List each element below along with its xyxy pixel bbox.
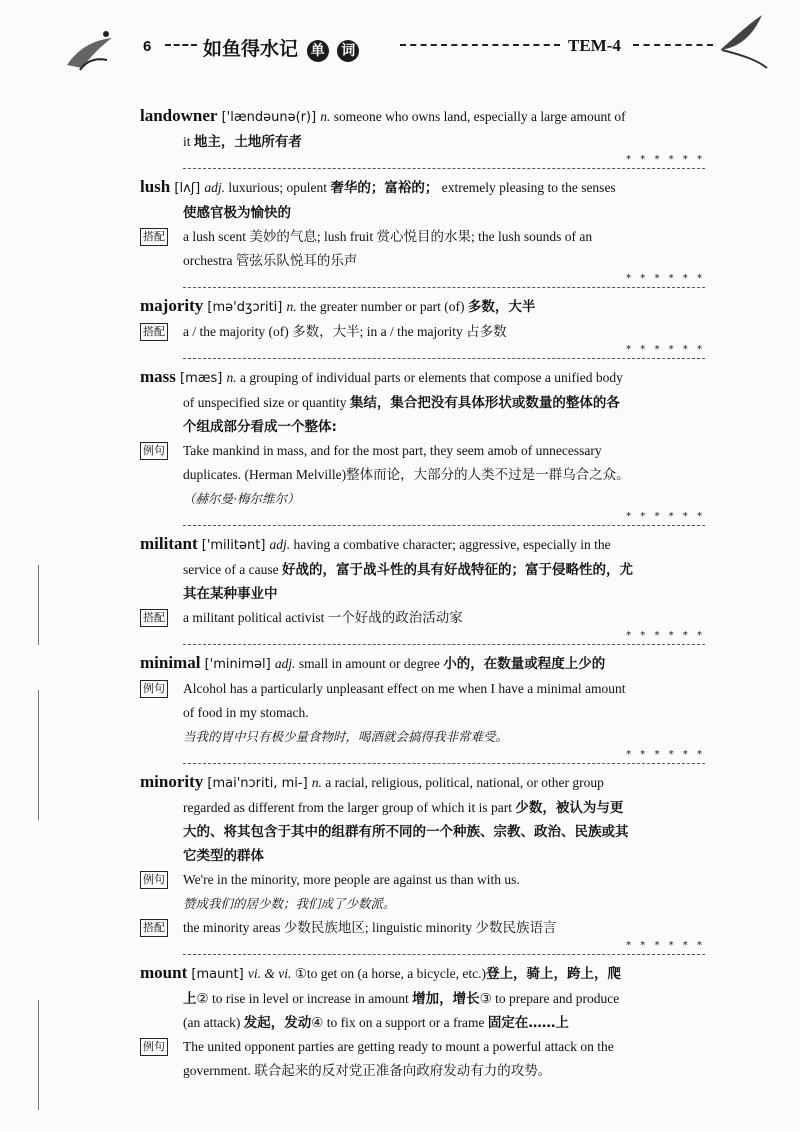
headword: mount: [140, 963, 188, 982]
definition-zh: 个组成部分看成一个整体:: [183, 419, 337, 435]
entry-line: [140, 365, 705, 391]
entry-line: [140, 820, 705, 844]
headword: mass: [140, 367, 176, 386]
dictionary-entries: [140, 104, 705, 1083]
badge-char-1: 单: [307, 40, 329, 62]
example-block: [140, 606, 705, 630]
definition-zh: 上: [183, 991, 197, 1007]
entry-line: [140, 294, 705, 320]
definition-zh: 登上，骑上，跨上，爬: [486, 966, 622, 982]
definition-en: a racial, religious, political, national, or other group: [321, 775, 604, 790]
part-of-speech: n.: [320, 109, 331, 124]
example-tag: 例句: [140, 1038, 168, 1056]
definition-en: luxurious; opulent: [224, 180, 331, 195]
collocation-tag: 搭配: [140, 323, 168, 341]
entry-divider: [183, 751, 705, 764]
entry-line: [140, 844, 705, 868]
divider-stars: * * * * * *: [622, 273, 705, 284]
pronunciation: ['miniməl]: [200, 657, 275, 672]
definition-en: ② to rise in level or increase in amount: [196, 991, 413, 1006]
entry-divider: [183, 346, 705, 359]
entry-line: [140, 104, 705, 130]
definition-zh: 它类型的群体: [183, 848, 264, 864]
entry-divider: [183, 632, 705, 645]
definition-en: ③ to prepare and produce: [479, 991, 620, 1006]
margin-rule: [38, 565, 39, 645]
headword: militant: [140, 534, 198, 553]
example-line: 当我的胃中只有极少量食物时，喝酒就会搞得我非常难受。: [183, 729, 509, 744]
entry-line: [140, 391, 705, 415]
part-of-speech: vi. & vi.: [247, 966, 292, 981]
entry-mount: [140, 961, 705, 1083]
margin-rule: [38, 1000, 39, 1110]
header-dash-right: [633, 44, 713, 46]
definition-zh: 固定在……上: [487, 1015, 569, 1031]
entry-line: [140, 796, 705, 820]
example-line: a lush scent 美妙的气息; lush fruit 赏心悦目的水果; the lush sounds of an: [183, 229, 593, 244]
definition-en: small in amount or degree: [295, 656, 444, 671]
definition-zh: 小的，在数量或程度上少的: [443, 656, 606, 672]
series-title: [203, 34, 359, 62]
entry-line: [140, 201, 705, 225]
example-tag: 例句: [140, 871, 168, 889]
entry-line: [140, 651, 705, 677]
entry-divider: [183, 942, 705, 955]
definition-zh: 其在某种事业中: [183, 586, 278, 602]
headword: landowner: [140, 106, 218, 125]
definition-zh: 发起，发动: [243, 1015, 312, 1031]
definition-zh: 好战的，富于战斗性的具有好战特征的；富于侵略性的，尤: [281, 562, 633, 578]
definition-en: the greater number or part (of): [296, 299, 468, 314]
entry-line: [140, 175, 705, 201]
header-dash-left: [165, 44, 197, 46]
part-of-speech: n.: [226, 370, 237, 385]
collocation-tag: 搭配: [140, 919, 168, 937]
margin-rule: [38, 690, 39, 820]
page-header: [0, 0, 800, 90]
entry-divider: [183, 156, 705, 169]
example-block: [140, 868, 705, 916]
entry-line: [140, 961, 705, 987]
collocation-tag: 搭配: [140, 228, 168, 246]
pronunciation: [mæs]: [175, 371, 227, 386]
definition-en: ①to get on (a horse, a bicycle, etc.): [291, 966, 487, 981]
entry-divider: [183, 275, 705, 288]
headword: minimal: [140, 653, 201, 672]
entry-militant: [140, 532, 705, 630]
example-line: a militant political activist 一个好战的政治活动家: [183, 610, 463, 625]
entry-minimal: [140, 651, 705, 749]
example-block: [140, 1035, 705, 1083]
series-title-text: 如鱼得水记: [203, 38, 299, 60]
definition-zh: 使感官极为愉快的: [183, 205, 291, 221]
example-line: orchestra 管弦乐队悦耳的乐声: [183, 253, 358, 268]
example-line: We're in the minority, more people are against us than with us.: [183, 872, 520, 887]
example-tag: 例句: [140, 680, 168, 698]
ink-leaf-ornament-icon: [712, 10, 772, 70]
entry-majority: [140, 294, 705, 344]
entry-line: [140, 1011, 705, 1035]
pronunciation: [mə'dʒɔriti]: [203, 300, 287, 315]
divider-stars: * * * * * *: [622, 344, 705, 355]
definition-en: (an attack): [183, 1015, 244, 1030]
entry-lush: [140, 175, 705, 273]
example-block: [140, 225, 705, 273]
example-line: The united opponent parties are getting ready to mount a powerful attack on the: [183, 1039, 614, 1054]
entry-line: [140, 558, 705, 582]
example-tag: 例句: [140, 442, 168, 460]
pronunciation: ['militənt]: [197, 538, 270, 553]
divider-stars: * * * * * *: [622, 630, 705, 641]
example-line: 赞成我们的居少数；我们成了少数派。: [183, 896, 396, 911]
definition-en: of unspecified size or quantity: [183, 395, 350, 410]
example-line: government. 联合起来的反对党正准备向政府发动有力的攻势。: [183, 1063, 552, 1078]
divider-stars: * * * * * *: [622, 511, 705, 522]
example-line: Take mankind in mass, and for the most part, they seem amob of unnecessary: [183, 443, 602, 458]
example-line: Alcohol has a particularly unpleasant effect on me when I have a minimal amount: [183, 681, 626, 696]
pronunciation: ['lændəunə(r)]: [217, 110, 321, 125]
entry-line: [140, 415, 705, 439]
definition-zh: 增加，增长: [412, 991, 480, 1007]
part-of-speech: adj.: [274, 656, 296, 671]
definition-en: someone who owns land, especially a large amount of: [330, 109, 626, 124]
part-of-speech: adj.: [269, 537, 291, 552]
header-dash-middle: [400, 44, 560, 46]
definition-zh: 多数，大半: [467, 299, 536, 315]
definition-zh: 少数，被认为与更: [515, 800, 624, 816]
entry-divider: [183, 513, 705, 526]
example-block: [140, 916, 705, 940]
definition-en: regarded as different from the larger group of which it is part: [183, 800, 516, 815]
headword: majority: [140, 296, 204, 315]
entry-line: [140, 770, 705, 796]
page-number: 6: [143, 38, 152, 55]
entry-line: [140, 532, 705, 558]
definition-zh: 集结，集合把没有具体形状或数量的整体的各: [349, 395, 620, 411]
definition-en: a grouping of individual parts or elements that compose a unified body: [236, 370, 623, 385]
definition-en: ④ to fix on a support or a frame: [311, 1015, 488, 1030]
example-block: [140, 439, 705, 511]
divider-stars: * * * * * *: [622, 749, 705, 760]
example-line: duplicates. (Herman Melville)整体而论，大部分的人类不过是一群乌合之众。: [183, 467, 630, 482]
entry-line: [140, 987, 705, 1011]
pronunciation: [mai'nɔriti, mi-]: [203, 776, 312, 791]
example-block: [140, 320, 705, 344]
divider-stars: * * * * * *: [622, 154, 705, 165]
collocation-tag: 搭配: [140, 609, 168, 627]
definition-zh: 大的、将其包含于其中的组群有所不同的一个种族、宗教、政治、民族或其: [183, 824, 629, 840]
definition-en: extremely pleasing to the senses: [438, 180, 616, 195]
example-block: [140, 677, 705, 749]
pronunciation: [maunt]: [187, 967, 248, 982]
headword: lush: [140, 177, 171, 196]
badge-char-2: 词: [337, 40, 359, 62]
definition-en: it: [183, 134, 194, 149]
definition-en: service of a cause: [183, 562, 282, 577]
example-line: the minority areas 少数民族地区; linguistic minority 少数民族语言: [183, 920, 557, 935]
pronunciation: [lʌʃ]: [170, 181, 205, 196]
entry-minority: [140, 770, 705, 940]
entry-landowner: [140, 104, 705, 154]
entry-mass: [140, 365, 705, 511]
ink-bird-ornament-icon: [62, 20, 122, 80]
part-of-speech: adj.: [204, 180, 225, 195]
part-of-speech: n.: [286, 299, 297, 314]
part-of-speech: n.: [311, 775, 322, 790]
definition-zh: 地主，土地所有者: [193, 134, 302, 150]
definition-zh: 奢华的；富裕的；: [330, 180, 439, 196]
exam-tag: TEM-4: [568, 36, 621, 55]
entry-line: [140, 582, 705, 606]
definition-en: having a combative character; aggressive, especially in the: [290, 537, 611, 552]
divider-stars: * * * * * *: [622, 940, 705, 951]
example-line: a / the majority (of) 多数，大半; in a / the majority 占多数: [183, 324, 507, 339]
example-line: of food in my stomach.: [183, 705, 309, 720]
example-line: （赫尔曼·梅尔维尔）: [183, 491, 300, 506]
headword: minority: [140, 772, 204, 791]
entry-line: [140, 130, 705, 154]
